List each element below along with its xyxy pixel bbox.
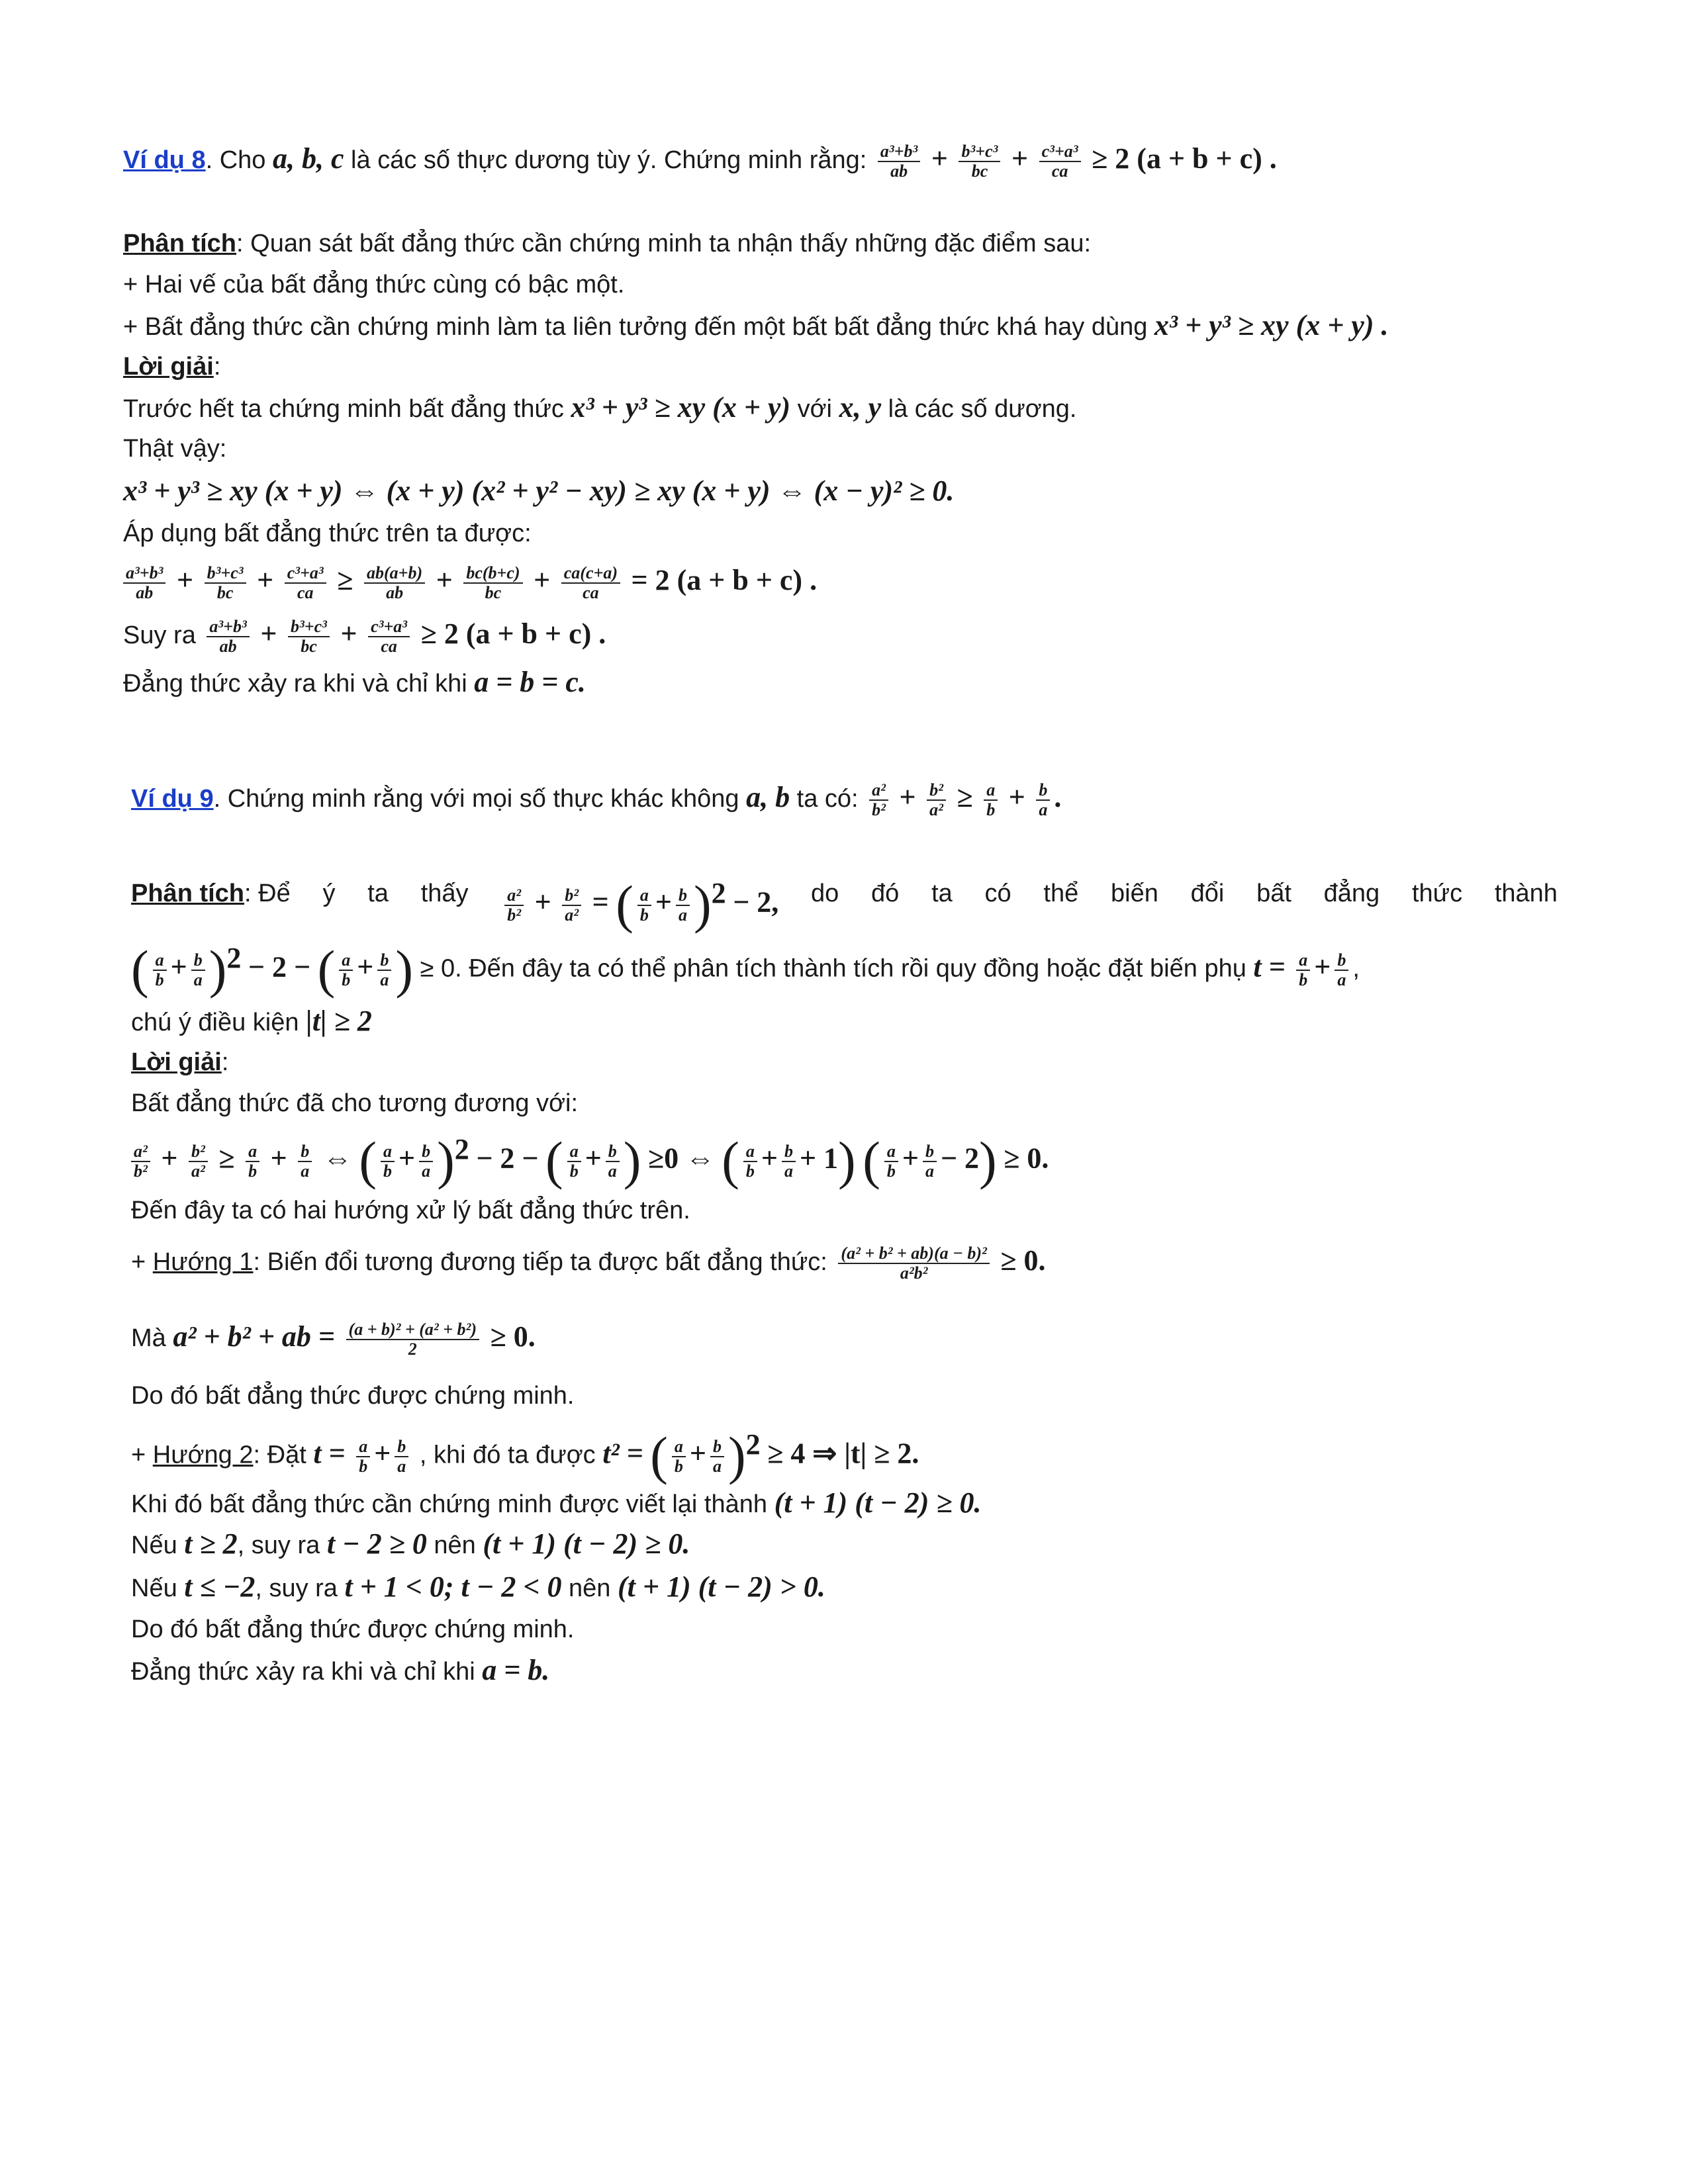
ex9-title-link[interactable]: Ví dụ 9 xyxy=(131,785,214,813)
ex9-condition: chú ý điều kiện |t| ≥ 2 xyxy=(131,1005,372,1037)
fraction: $\frac{\text{b³+c³}}{bc}$ xyxy=(959,142,1000,181)
ex9-rewrite: Khi đó bất đẳng thức cần chứng minh được viết lại thành (t + 1) (t − 2) ≥ 0. xyxy=(131,1486,982,1519)
ex8-title-link[interactable]: Ví dụ 8 xyxy=(123,146,206,175)
ex9-analysis-line1: Phân tích: Để ý ta thấy $\frac{\text{a²}}{\text{b²}}$ + $\frac{\text{b²}}{\text{a²}}$ = ( $\frac{a}{b}$ + $\frac{b}{a}$ )$^2$ − 2, do đó ta có thể biến đổi bất đẳng thức thành xyxy=(131,876,1558,934)
analysis-label: Phân tích xyxy=(123,230,237,257)
ex9-case2: Nếu t ≤ −2, suy ra t + 1 < 0; t − 2 < 0 nên (t + 1) (t − 2) > 0. xyxy=(131,1570,825,1603)
ex8-chain: x³ + y³ ≥ xy (x + y) ⇔ (x + y) (x² + y² − xy) ≥ xy (x + y) ⇔ (x − y)² ≥ 0. xyxy=(123,475,955,507)
ex9-equality: Đẳng thức xảy ra khi và chỉ khi a = b. xyxy=(131,1654,550,1686)
ex9-statement: Ví dụ 9. Chứng minh rằng với mọi số thực khác không a, b ta có: $\frac{\text{a²}}{\text{b²}}$ + $\frac{\text{b²}}{\text{a²}}$ ≥ $\frac{a}{b}$ + $\frac{b}{a}$ . xyxy=(131,780,1062,819)
ex8-point2: + Bất đẳng thức cần chứng minh làm ta liên tưởng đến một bất bất đẳng thức khá hay dùng x³ + y³ ≥ xy (x + y) . xyxy=(123,309,1389,341)
ex8-apply-math: $\frac{\text{a³+b³}}{ab}$ + $\frac{\text{b³+c³}}{bc}$ + $\frac{\text{c³+a³}}{ca}$ ≥ $\frac{ab(a+b)}{ab}$ + $\frac{bc(b+c)}{bc}$ + $\frac{ca(c+a)}{ca}$ = 2 (a + b + c) . xyxy=(123,564,817,602)
ex9-way2: + Hướng 2: Đặt t = $\frac{a}{b}$ + $\frac{b}{a}$ , khi đó ta được t² = ( $\frac{a}{b}$ + $\frac{b}{a}$ )$^2$ ≥ 4 ⇒ |t| ≥ 2. xyxy=(131,1427,919,1486)
ex9-way1: + Hướng 1: Biến đổi tương đương tiếp ta được bất đẳng thức: $\frac{\text{(a² + b² + ab)(a − b)²}}{\text{a²b²}}$ ≥ 0. xyxy=(131,1244,1046,1283)
fraction: $\frac{\text{a³+b³}}{ab}$ xyxy=(878,142,920,181)
ex8-sol1: Trước hết ta chứng minh bất đẳng thức x³ + y³ ≥ xy (x + y) với x, y là các số dương. xyxy=(123,391,1077,424)
ex8-solution-label: Lời giải: xyxy=(123,353,221,381)
fraction: $\frac{\text{c³+a³}}{ca}$ xyxy=(1039,142,1081,181)
ex8-indeed: Thật vậy: xyxy=(123,435,227,463)
ex9-analysis-line2: ( $\frac{a}{b}$ + $\frac{b}{a}$ )$^2$ − 2 − ( $\frac{a}{b}$ + $\frac{b}{a}$ ) ≥ 0. Đến đây ta có thể phân tích thành tích rồi quy đồng hoặc đặt biến phụ t = $\frac{a}{b}$ + $\frac{b}{a}$ , xyxy=(131,940,1360,999)
way2-link[interactable]: Hướng 2 xyxy=(152,1441,254,1469)
ex9-two-ways: Đến đây ta có hai hướng xử lý bất đẳng thức trên. xyxy=(131,1197,690,1224)
ex9-proved2: Do đó bất đẳng thức được chứng minh. xyxy=(131,1615,575,1643)
ex9-case1: Nếu t ≥ 2, suy ra t − 2 ≥ 0 nên (t + 1) (t − 2) ≥ 0. xyxy=(131,1527,690,1560)
ex9-proved1: Do đó bất đẳng thức được chứng minh. xyxy=(131,1382,575,1410)
ex9-but: Mà a² + b² + ab = $\frac{\text{(a + b)² + (a² + b²)}}{2}$ ≥ 0. xyxy=(131,1320,536,1359)
ex9-equiv: Bất đẳng thức đã cho tương đương với: xyxy=(131,1089,579,1117)
ex8-hence: Suy ra $\frac{\text{a³+b³}}{ab}$ + $\frac{\text{b³+c³}}{bc}$ + $\frac{\text{c³+a³}}{ca}$ ≥ 2 (a + b + c) . xyxy=(123,617,606,656)
ex8-statement: Ví dụ 8. Cho a, b, c là các số thực dương tùy ý. Chứng minh rằng: $\frac{\text{a³+b³}}{ab}$ + $\frac{\text{b³+c³}}{bc}$ + $\frac{\text{c³+a³}}{ca}$ ≥ 2 (a + b + c) . xyxy=(123,142,1277,181)
way1-link[interactable]: Hướng 1 xyxy=(152,1248,254,1277)
ex8-point1: + Hai vế của bất đẳng thức cùng có bậc một. xyxy=(123,271,625,298)
ex9-chain: $\frac{\text{a²}}{\text{b²}}$ + $\frac{\text{b²}}{\text{a²}}$ ≥ $\frac{a}{b}$ + $\frac{b}{a}$ ⇔ ( $\frac{a}{b}$ + $\frac{b}{a}$ )$^2$ − 2 − ( $\frac{a}{b}$ + $\frac{b}{a}$ ) ≥0 ⇔ ( $\frac{a}{b}$ + $\frac{b}{a}$ + 1) ( $\frac{a}{b}$ + $\frac{b}{a}$ − 2) ≥ 0. xyxy=(131,1133,1049,1181)
ex8-apply: Áp dụng bất đẳng thức trên ta được: xyxy=(123,520,532,547)
ex8-equality: Đẳng thức xảy ra khi và chỉ khi a = b = c. xyxy=(123,666,586,698)
ex8-analysis: Phân tích: Quan sát bất đẳng thức cần chứng minh ta nhận thấy những đặc điểm sau: xyxy=(123,230,1092,257)
ex9-solution-label: Lời giải: xyxy=(131,1048,229,1076)
